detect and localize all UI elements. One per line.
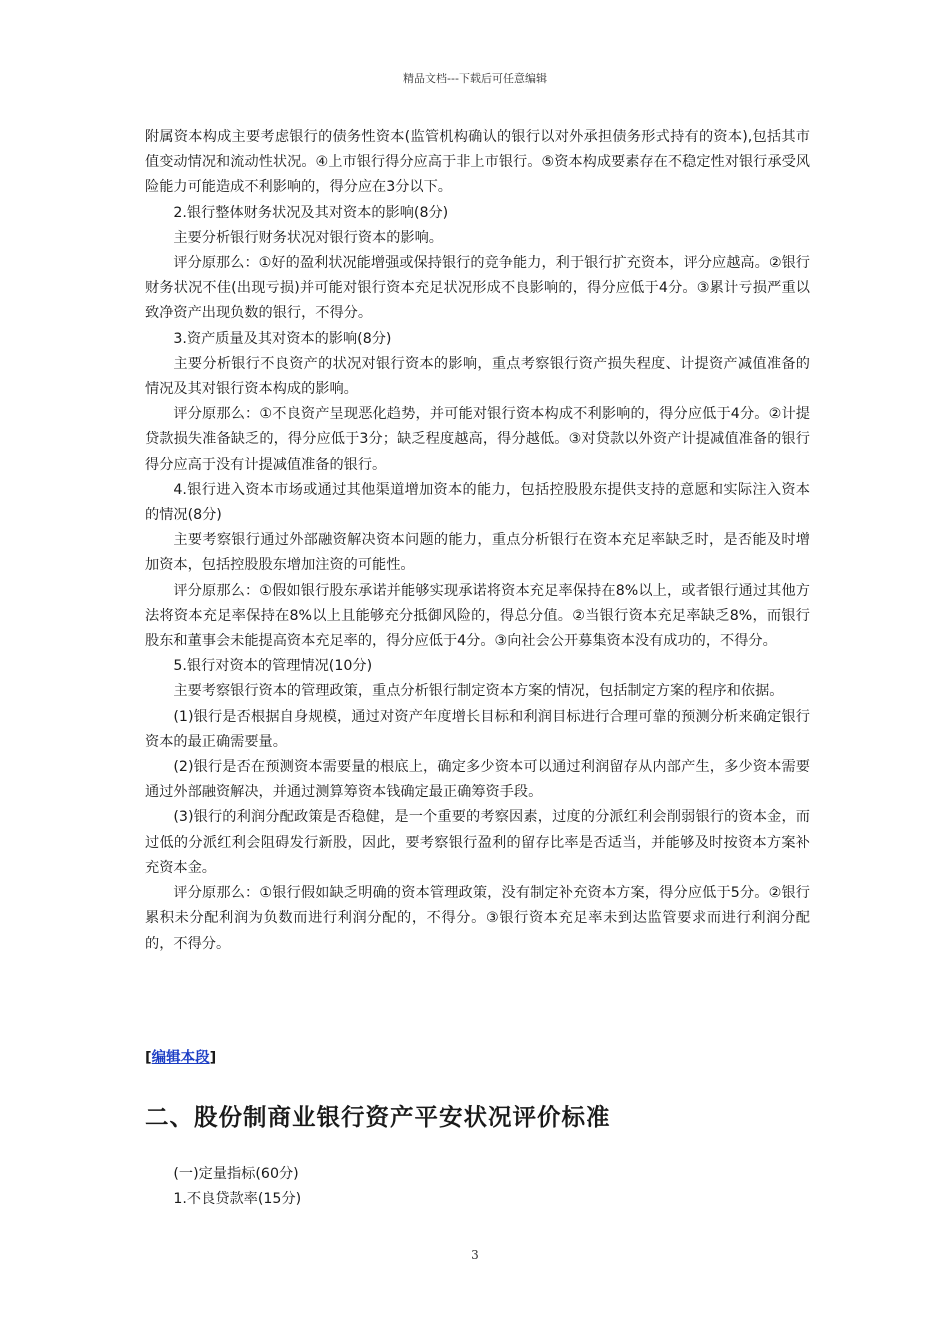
page-number: 3 [471,1248,479,1262]
edit-bracket-open: [ [145,1050,152,1066]
paragraph: (3)银行的利润分配政策是否稳健，是一个重要的考察因素，过度的分派红利会削弱银行的资本金，而过低的分派红利会阻碍发行新股，因此，要考察银行盈利的留存比率是否适当，并能够及时按资本方案补充资本金。 [145,809,810,876]
paragraph: 5.银行对资本的管理情况(10分) [173,658,373,675]
paragraph: 评分原那么：①假如银行股东承诺并能够实现承诺将资本充足率保持在8%以上，或者银行通过其他方法将资本充足率保持在8%以上且能够充分抵御风险的，得总分值。②当银行资本充足率缺乏8%，而银行股东和董事会未能提高资本充足率的，得分应低于4分。③向社会公开募集资本没有成功的，不得分。 [145,582,810,650]
paragraph: 评分原那么：①银行假如缺乏明确的资本管理政策，没有制定补充资本方案，得分应低于5分。②银行累积未分配利润为负数而进行利润分配的，不得分。③银行资本充足率未到达监管要求而进行利润分配的，不得分。 [145,885,810,952]
body-text [145,125,810,957]
edit-section [145,1046,216,1067]
paragraph: 评分原那么：①好的盈利状况能增强或保持银行的竞争能力，利于银行扩充资本，评分应越高。②银行财务状况不佳(出现亏损)并可能对银行资本充足状况形成不良影响的，得分应低于4分。③累计亏损严重以致净资产出现负数的银行，不得分。 [145,255,810,322]
edit-bracket-close: ] [209,1050,217,1066]
page-header: 精品文档---下载后可任意编辑 [403,72,547,85]
paragraph: 主要分析银行财务状况对银行资本的影响。 [173,229,443,246]
edit-section-link[interactable]: 编辑本段 [151,1050,210,1066]
section-body [145,1162,810,1212]
paragraph: 主要考察银行资本的管理政策，重点分析银行制定资本方案的情况，包括制定方案的程序和依据。 [173,683,784,700]
paragraph: 4.银行进入资本市场或通过其他渠道增加资本的能力，包括控股股东提供支持的意愿和实际注入资本的情况(8分) [145,481,810,524]
paragraph: (1)银行是否根据自身规模，通过对资产年度增长目标和利润目标进行合理可靠的预测分析来确定银行资本的最正确需要量。 [145,708,810,750]
subheading: 1.不良贷款率(15分) [173,1191,302,1208]
paragraph: 3.资产质量及其对资本的影响(8分) [173,330,392,347]
section-heading: 二、股份制商业银行资产平安状况评价标准 [145,1103,611,1131]
paragraph: 附属资本构成主要考虑银行的债务性资本(监管机构确认的银行以对外承担债务形式持有的资本),包括其市值变动情况和流动性状况。④上市银行得分应高于非上市银行。⑤资本构成要素存在不稳定性对银行承受风险能力可能造成不利影响的，得分应在3分以下。 [145,129,810,196]
paragraph: 主要考察银行通过外部融资解决资本问题的能力，重点分析银行在资本充足率缺乏时，是否能及时增加资本，包括控股股东增加注资的可能性。 [145,532,810,574]
paragraph: (2)银行是否在预测资本需要量的根底上，确定多少资本可以通过利润留存从内部产生，多少资本需要通过外部融资解决，并通过测算筹资本钱确定最正确筹资手段。 [145,759,810,801]
subheading: (一)定量指标(60分) [173,1166,299,1182]
paragraph: 主要分析银行不良资产的状况对银行资本的影响，重点考察银行资产损失程度、计提资产减值准备的情况及其对银行资本构成的影响。 [145,355,810,398]
paragraph: 评分原那么：①不良资产呈现恶化趋势，并可能对银行资本构成不利影响的，得分应低于4分。②计提贷款损失准备缺乏的，得分应低于3分；缺乏程度越高，得分越低。③对贷款以外资产计提减值准备的银行得分应高于没有计提减值准备的银行。 [145,406,810,473]
paragraph: 2.银行整体财务状况及其对资本的影响(8分) [173,204,449,221]
